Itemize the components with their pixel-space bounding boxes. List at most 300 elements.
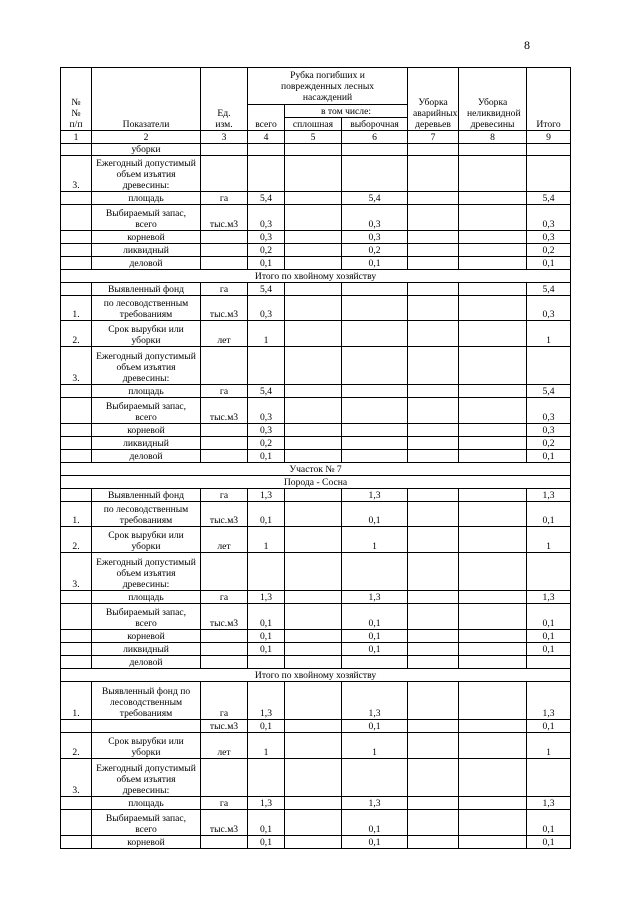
selective-cell: 0,1: [342, 502, 408, 527]
row-num-cell: [61, 450, 92, 463]
total-cell: 0,3: [527, 424, 571, 437]
solid-cell: [285, 502, 342, 527]
illiquid-cell: [459, 156, 527, 192]
header-solid: сплошная: [285, 118, 342, 131]
indicator-cell: Срок вырубки или уборки: [92, 321, 201, 347]
total-cell: 1,3: [527, 797, 571, 810]
unit-cell: [201, 656, 248, 669]
total-all-cell: 0,2: [248, 244, 285, 257]
total-cell: 0,2: [527, 244, 571, 257]
total-all-cell: 0,1: [248, 836, 285, 849]
solid-cell: [285, 810, 342, 836]
indicator-cell: деловой: [92, 450, 201, 463]
row-num-cell: [61, 643, 92, 656]
illiquid-cell: [459, 759, 527, 797]
indicator-cell: Ежегодный допустимый объем изъятия древесины:: [92, 347, 201, 385]
illiquid-cell: [459, 604, 527, 630]
indicator-cell: [92, 720, 201, 733]
header-total-all: всего: [248, 105, 285, 131]
row-num-cell: 2.: [61, 527, 92, 553]
solid-cell: [285, 759, 342, 797]
solid-cell: [285, 682, 342, 720]
unit-cell: [201, 156, 248, 192]
emergency-cell: [408, 450, 459, 463]
selective-cell: 0,2: [342, 244, 408, 257]
section-row: [61, 270, 571, 283]
indicator-cell: площадь: [92, 385, 201, 398]
solid-cell: [285, 296, 342, 321]
illiquid-cell: [459, 630, 527, 643]
table-row: [61, 682, 571, 720]
table-row: [61, 347, 571, 385]
row-num-cell: [61, 192, 92, 205]
table-row: [61, 604, 571, 630]
row-num-cell: [61, 385, 92, 398]
header-unit: Ед. изм.: [201, 68, 248, 131]
indicator-cell: ликвидный: [92, 437, 201, 450]
page-number: 8: [524, 38, 530, 52]
table-row: [61, 192, 571, 205]
total-all-cell: 0,2: [248, 437, 285, 450]
unit-cell: [201, 257, 248, 270]
solid-cell: [285, 321, 342, 347]
emergency-cell: [408, 591, 459, 604]
total-cell: 1,3: [527, 591, 571, 604]
total-all-cell: 0,3: [248, 231, 285, 244]
selective-cell: [342, 759, 408, 797]
indicator-cell: корневой: [92, 424, 201, 437]
total-cell: 0,3: [527, 398, 571, 424]
solid-cell: [285, 231, 342, 244]
total-cell: 0,2: [527, 437, 571, 450]
illiquid-cell: [459, 283, 527, 296]
col-number: 5: [285, 131, 342, 144]
row-num-cell: [61, 437, 92, 450]
table-row: [61, 437, 571, 450]
row-num-cell: [61, 591, 92, 604]
row-num-cell: 3.: [61, 553, 92, 591]
total-all-cell: 0,1: [248, 257, 285, 270]
indicator-cell: ликвидный: [92, 643, 201, 656]
emergency-cell: [408, 283, 459, 296]
solid-cell: [285, 720, 342, 733]
solid-cell: [285, 527, 342, 553]
emergency-cell: [408, 424, 459, 437]
row-num-cell: [61, 205, 92, 231]
total-cell: [527, 156, 571, 192]
total-cell: 5,4: [527, 385, 571, 398]
total-all-cell: 5,4: [248, 385, 285, 398]
selective-cell: 1,3: [342, 591, 408, 604]
row-num-cell: 1.: [61, 502, 92, 527]
unit-cell: лет: [201, 321, 248, 347]
unit-cell: га: [201, 797, 248, 810]
selective-cell: 1: [342, 733, 408, 759]
total-all-cell: 0,3: [248, 296, 285, 321]
table-row: [61, 489, 571, 502]
solid-cell: [285, 283, 342, 296]
illiquid-cell: [459, 347, 527, 385]
total-all-cell: 1: [248, 321, 285, 347]
indicator-cell: корневой: [92, 231, 201, 244]
illiquid-cell: [459, 682, 527, 720]
illiquid-cell: [459, 244, 527, 257]
total-cell: 0,1: [527, 810, 571, 836]
indicator-cell: Выбираемый запас, всего: [92, 205, 201, 231]
emergency-cell: [408, 244, 459, 257]
row-num-cell: [61, 810, 92, 836]
row-num-cell: [61, 604, 92, 630]
total-cell: 0,1: [527, 720, 571, 733]
unit-cell: га: [201, 385, 248, 398]
unit-cell: тыс.м3: [201, 398, 248, 424]
illiquid-cell: [459, 205, 527, 231]
unit-cell: [201, 630, 248, 643]
selective-cell: 0,3: [342, 231, 408, 244]
emergency-cell: [408, 257, 459, 270]
row-num-cell: [61, 630, 92, 643]
row-num-cell: [61, 489, 92, 502]
table-row: [61, 630, 571, 643]
table-row: [61, 797, 571, 810]
indicator-cell: Ежегодный допустимый объем изъятия древесины:: [92, 759, 201, 797]
header-illiquid: Уборка неликвидной древесины: [459, 68, 527, 131]
col-number: 8: [459, 131, 527, 144]
indicator-cell: Ежегодный допустимый объем изъятия древесины:: [92, 553, 201, 591]
illiquid-cell: [459, 733, 527, 759]
table-row: [61, 156, 571, 192]
selective-cell: [342, 347, 408, 385]
indicator-cell: Выбираемый запас, всего: [92, 810, 201, 836]
section-title: Итого по хвойному хозяйству: [61, 270, 571, 283]
table-row: [61, 643, 571, 656]
unit-cell: [201, 437, 248, 450]
forest-cutting-table: [60, 67, 571, 849]
unit-cell: лет: [201, 527, 248, 553]
illiquid-cell: [459, 836, 527, 849]
total-cell: 0,3: [527, 205, 571, 231]
total-cell: 1,3: [527, 682, 571, 720]
table-row: [61, 257, 571, 270]
illiquid-cell: [459, 502, 527, 527]
illiquid-cell: [459, 424, 527, 437]
solid-cell: [285, 424, 342, 437]
indicator-cell: Выявленный фонд: [92, 283, 201, 296]
solid-cell: [285, 244, 342, 257]
row-num-cell: [61, 231, 92, 244]
solid-cell: [285, 144, 342, 156]
total-all-cell: 0,3: [248, 398, 285, 424]
emergency-cell: [408, 231, 459, 244]
solid-cell: [285, 797, 342, 810]
selective-cell: 0,1: [342, 720, 408, 733]
total-cell: 0,1: [527, 630, 571, 643]
illiquid-cell: [459, 489, 527, 502]
emergency-cell: [408, 347, 459, 385]
indicator-cell: корневой: [92, 630, 201, 643]
indicator-cell: площадь: [92, 797, 201, 810]
row-num-cell: [61, 244, 92, 257]
illiquid-cell: [459, 437, 527, 450]
row-num-cell: [61, 720, 92, 733]
total-all-cell: [248, 759, 285, 797]
solid-cell: [285, 450, 342, 463]
total-cell: [527, 553, 571, 591]
col-number: 7: [408, 131, 459, 144]
row-num-cell: [61, 398, 92, 424]
col-number: 1: [61, 131, 92, 144]
unit-cell: га: [201, 192, 248, 205]
header-emergency: Уборка аварийных деревьев: [408, 68, 459, 131]
table-row: [61, 450, 571, 463]
table-row: [61, 296, 571, 321]
selective-cell: 0,1: [342, 643, 408, 656]
illiquid-cell: [459, 398, 527, 424]
total-all-cell: 0,1: [248, 604, 285, 630]
emergency-cell: [408, 296, 459, 321]
total-cell: 0,3: [527, 231, 571, 244]
unit-cell: [201, 643, 248, 656]
col-number: 6: [342, 131, 408, 144]
header-num: № № п/п: [61, 68, 92, 131]
col-number: 2: [92, 131, 201, 144]
illiquid-cell: [459, 810, 527, 836]
column-number-row: [61, 131, 571, 144]
indicator-cell: Выявленный фонд по лесоводственным требованиям: [92, 682, 201, 720]
solid-cell: [285, 385, 342, 398]
illiquid-cell: [459, 656, 527, 669]
emergency-cell: [408, 156, 459, 192]
selective-cell: [342, 424, 408, 437]
row-num-cell: 3.: [61, 347, 92, 385]
solid-cell: [285, 398, 342, 424]
solid-cell: [285, 205, 342, 231]
total-cell: 0,1: [527, 643, 571, 656]
unit-cell: [201, 836, 248, 849]
total-all-cell: 5,4: [248, 192, 285, 205]
total-cell: 1: [527, 321, 571, 347]
emergency-cell: [408, 630, 459, 643]
total-all-cell: 1: [248, 527, 285, 553]
solid-cell: [285, 630, 342, 643]
illiquid-cell: [459, 720, 527, 733]
total-cell: [527, 759, 571, 797]
emergency-cell: [408, 656, 459, 669]
solid-cell: [285, 257, 342, 270]
indicator-cell: Ежегодный допустимый объем изъятия древесины:: [92, 156, 201, 192]
emergency-cell: [408, 553, 459, 591]
emergency-cell: [408, 643, 459, 656]
emergency-cell: [408, 810, 459, 836]
indicator-cell: Выявленный фонд: [92, 489, 201, 502]
unit-cell: га: [201, 682, 248, 720]
solid-cell: [285, 591, 342, 604]
total-all-cell: [248, 656, 285, 669]
indicator-cell: ликвидный: [92, 244, 201, 257]
total-all-cell: 0,1: [248, 643, 285, 656]
table-row: [61, 283, 571, 296]
header-including: в том числе:: [285, 105, 408, 118]
emergency-cell: [408, 604, 459, 630]
total-all-cell: 0,1: [248, 810, 285, 836]
row-num-cell: 3.: [61, 156, 92, 192]
solid-cell: [285, 489, 342, 502]
indicator-cell: площадь: [92, 192, 201, 205]
emergency-cell: [408, 437, 459, 450]
total-all-cell: 0,1: [248, 502, 285, 527]
total-all-cell: 1,3: [248, 489, 285, 502]
solid-cell: [285, 733, 342, 759]
table-row: [61, 424, 571, 437]
table-row: [61, 810, 571, 836]
section-title: Участок № 7: [61, 463, 571, 476]
total-cell: 1,3: [527, 489, 571, 502]
col-number: 4: [248, 131, 285, 144]
selective-cell: [342, 437, 408, 450]
indicator-cell: Срок вырубки или уборки: [92, 733, 201, 759]
selective-cell: [342, 656, 408, 669]
selective-cell: 0,1: [342, 630, 408, 643]
total-cell: [527, 347, 571, 385]
table-row: [61, 836, 571, 849]
row-num-cell: 3.: [61, 759, 92, 797]
emergency-cell: [408, 733, 459, 759]
table-row: [61, 398, 571, 424]
selective-cell: [342, 144, 408, 156]
unit-cell: [201, 231, 248, 244]
solid-cell: [285, 656, 342, 669]
emergency-cell: [408, 144, 459, 156]
indicator-cell: по лесоводственным требованиям: [92, 296, 201, 321]
total-all-cell: [248, 144, 285, 156]
table-row: [61, 759, 571, 797]
total-cell: 1: [527, 733, 571, 759]
header-selective: выборочная: [342, 118, 408, 131]
emergency-cell: [408, 398, 459, 424]
table-row: [61, 656, 571, 669]
selective-cell: [342, 321, 408, 347]
solid-cell: [285, 156, 342, 192]
indicator-cell: корневой: [92, 836, 201, 849]
illiquid-cell: [459, 797, 527, 810]
section-row: [61, 476, 571, 489]
solid-cell: [285, 836, 342, 849]
total-all-cell: 1: [248, 733, 285, 759]
total-cell: 0,1: [527, 502, 571, 527]
selective-cell: 5,4: [342, 192, 408, 205]
total-cell: [527, 656, 571, 669]
table-row: [61, 720, 571, 733]
emergency-cell: [408, 321, 459, 347]
illiquid-cell: [459, 385, 527, 398]
table-row: [61, 733, 571, 759]
unit-cell: га: [201, 591, 248, 604]
table-row: [61, 231, 571, 244]
total-all-cell: 1,3: [248, 682, 285, 720]
unit-cell: тыс.м3: [201, 296, 248, 321]
total-cell: 0,1: [527, 450, 571, 463]
total-cell: 5,4: [527, 283, 571, 296]
selective-cell: 1,3: [342, 682, 408, 720]
indicator-cell: площадь: [92, 591, 201, 604]
selective-cell: [342, 553, 408, 591]
total-all-cell: 5,4: [248, 283, 285, 296]
illiquid-cell: [459, 450, 527, 463]
indicator-cell: Срок вырубки или уборки: [92, 527, 201, 553]
selective-cell: [342, 385, 408, 398]
row-num-cell: [61, 836, 92, 849]
row-num-cell: [61, 656, 92, 669]
emergency-cell: [408, 502, 459, 527]
row-num-cell: 1.: [61, 296, 92, 321]
emergency-cell: [408, 205, 459, 231]
total-all-cell: 1,3: [248, 797, 285, 810]
header-indicators: Показатели: [92, 68, 201, 131]
selective-cell: 1,3: [342, 797, 408, 810]
solid-cell: [285, 604, 342, 630]
unit-cell: га: [201, 283, 248, 296]
total-all-cell: 0,1: [248, 630, 285, 643]
illiquid-cell: [459, 553, 527, 591]
selective-cell: 0,1: [342, 257, 408, 270]
solid-cell: [285, 553, 342, 591]
total-cell: 5,4: [527, 192, 571, 205]
total-all-cell: 0,3: [248, 205, 285, 231]
unit-cell: [201, 347, 248, 385]
illiquid-cell: [459, 257, 527, 270]
unit-cell: [201, 424, 248, 437]
unit-cell: [201, 553, 248, 591]
illiquid-cell: [459, 144, 527, 156]
unit-cell: тыс.м3: [201, 502, 248, 527]
row-num-cell: [61, 283, 92, 296]
emergency-cell: [408, 192, 459, 205]
selective-cell: [342, 156, 408, 192]
total-cell: 0,3: [527, 296, 571, 321]
table-row: [61, 244, 571, 257]
total-all-cell: 1,3: [248, 591, 285, 604]
row-num-cell: 2.: [61, 321, 92, 347]
section-title: Порода - Сосна: [61, 476, 571, 489]
illiquid-cell: [459, 231, 527, 244]
indicator-cell: Выбираемый запас, всего: [92, 604, 201, 630]
unit-cell: [201, 244, 248, 257]
unit-cell: [201, 144, 248, 156]
unit-cell: тыс.м3: [201, 810, 248, 836]
row-num-cell: 1.: [61, 682, 92, 720]
total-cell: 0,1: [527, 836, 571, 849]
emergency-cell: [408, 836, 459, 849]
header-cutting: Рубка погибших и поврежденных лесных насаждений: [248, 68, 408, 105]
emergency-cell: [408, 759, 459, 797]
row-num-cell: [61, 797, 92, 810]
solid-cell: [285, 437, 342, 450]
table-row: [61, 321, 571, 347]
selective-cell: [342, 450, 408, 463]
total-all-cell: [248, 156, 285, 192]
selective-cell: 0,1: [342, 836, 408, 849]
selective-cell: 0,1: [342, 810, 408, 836]
total-all-cell: 0,1: [248, 450, 285, 463]
unit-cell: [201, 450, 248, 463]
total-all-cell: 0,3: [248, 424, 285, 437]
col-number: 3: [201, 131, 248, 144]
indicator-cell: по лесоводственным требованиям: [92, 502, 201, 527]
solid-cell: [285, 347, 342, 385]
emergency-cell: [408, 527, 459, 553]
emergency-cell: [408, 682, 459, 720]
table-row: [61, 527, 571, 553]
